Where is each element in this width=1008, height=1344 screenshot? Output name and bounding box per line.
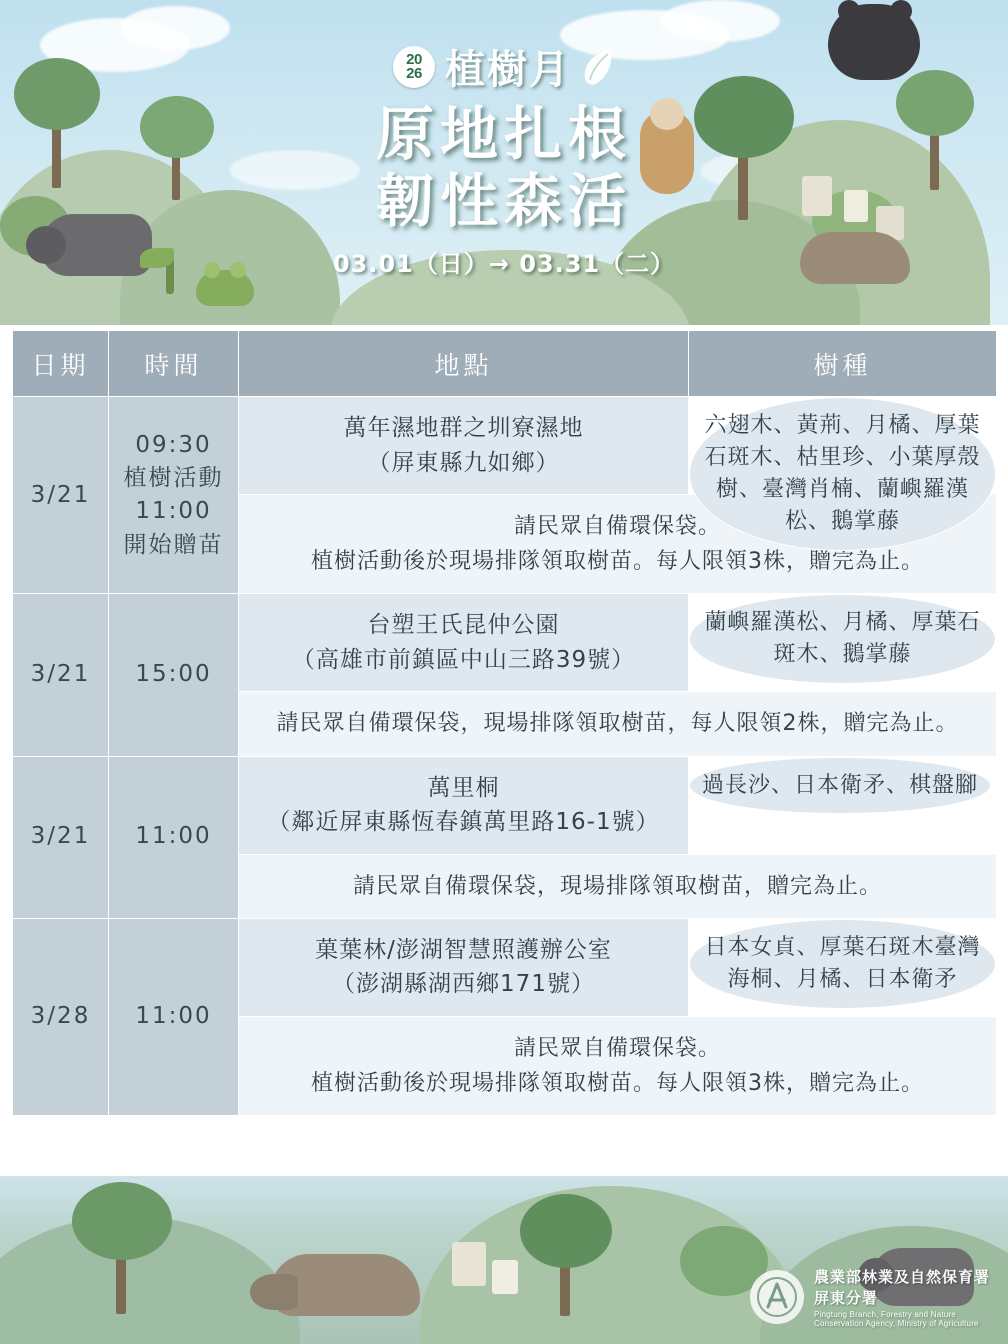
- footer-illustration: [0, 1176, 1008, 1344]
- column-header-place: 地點: [239, 331, 689, 397]
- cell-place: [239, 756, 689, 854]
- cell-place-line: 台塑王氏昆仲公園: [367, 612, 560, 639]
- cell-date: 3/21: [13, 594, 109, 756]
- table-body: [13, 397, 997, 1116]
- village-building: [452, 1242, 486, 1286]
- cell-date: 3/21: [13, 397, 109, 594]
- table-row: [13, 918, 997, 1016]
- tree-canopy: [72, 1182, 172, 1260]
- cell-note: [239, 854, 997, 918]
- agency-seal-icon: [750, 1270, 804, 1324]
- cell-time-line: 植樹活動: [123, 464, 224, 491]
- cell-date: 3/28: [13, 918, 109, 1115]
- cell-note-line: 植樹活動後於現場排隊領取樹苗。每人限領3株，贈完為止。: [311, 1070, 924, 1096]
- table-row: [13, 594, 997, 692]
- main-title-line-1: 原地扎根: [375, 100, 632, 168]
- cell-place-line: （澎湖縣湖西鄉171號）: [332, 971, 595, 998]
- black-bear-illustration: [890, 0, 912, 22]
- table-header-row: [13, 331, 997, 397]
- cell-place-line: 萬年濕地群之圳寮濕地: [343, 415, 584, 441]
- cell-time-line: 11:00: [135, 498, 212, 525]
- main-title-line-2: 韌性森活: [375, 166, 632, 235]
- hero-title-block: [0, 38, 1008, 279]
- pangolin-illustration: [250, 1274, 298, 1310]
- cell-place-line: （鄰近屏東縣恆春鎮萬里路16-1號）: [267, 809, 660, 836]
- cell-place-line: 萬里桐: [427, 774, 500, 801]
- cell-time-line: 15:00: [135, 661, 212, 688]
- cell-tree: 蘭嶼羅漢松、月橘、厚葉石斑木、鵝掌藤: [689, 594, 996, 684]
- agency-name-line-1: 農業部林業及自然保育署: [813, 1269, 990, 1286]
- year-badge: [393, 46, 435, 88]
- cell-place: [239, 397, 689, 495]
- month-title-row: [0, 38, 1008, 95]
- cell-time-line: 開始贈苗: [123, 531, 224, 558]
- cell-place: [239, 918, 689, 1016]
- table-header: [13, 331, 997, 397]
- cell-note-line: 請民眾自備環保袋，現場排隊領取樹苗，每人限領2株，贈完為止。: [276, 711, 959, 737]
- cell-time: [109, 756, 239, 918]
- cell-time-line: 11:00: [135, 1003, 212, 1030]
- cell-time: [109, 918, 239, 1115]
- schedule-table: [12, 330, 997, 1116]
- black-bear-illustration: [838, 0, 860, 22]
- cell-place: [239, 594, 689, 692]
- column-header-date: 日期: [13, 331, 109, 397]
- leaf-icon: [581, 47, 615, 87]
- column-header-tree: 樹種: [689, 331, 997, 397]
- cell-tree: 六翅木、黃荊、月橘、厚葉石斑木、枯里珍、小葉厚殼樹、臺灣肖楠、蘭嶼羅漢松、鵝掌藤: [689, 397, 996, 551]
- year-badge-top: 20: [406, 50, 422, 68]
- cloud-shape: [660, 0, 780, 42]
- cell-date: 3/21: [13, 756, 109, 918]
- table-row: [13, 397, 997, 495]
- agency-name-block: [814, 1266, 990, 1328]
- cell-note: [239, 1016, 997, 1115]
- event-date-range: 03.01（日）→ 03.31（二）: [332, 250, 676, 279]
- cell-time: [109, 594, 239, 756]
- cell-tree: 日本女貞、厚葉石斑木臺灣海桐、月橘、日本衛矛: [689, 919, 996, 1009]
- cell-note-line: 請民眾自備環保袋。: [513, 1035, 721, 1061]
- cell-note-line: 植樹活動後於現場排隊領取樹苗。每人限領3株，贈完為止。: [311, 549, 924, 575]
- cell-time-line: 09:30: [135, 431, 212, 458]
- agency-name-en-line-2: Conservation Agency, Ministry of Agriculture: [813, 1319, 979, 1328]
- cell-time: [109, 397, 239, 594]
- tree-canopy: [520, 1194, 612, 1268]
- cell-place-line: （屏東縣九如鄉）: [367, 449, 560, 476]
- cell-place-line: （高雄市前鎮區中山三路39號）: [291, 646, 636, 673]
- month-title: 植樹月: [445, 47, 571, 93]
- column-header-time: 時間: [109, 331, 239, 397]
- cell-tree: 過長沙、日本衛矛、棋盤腳: [689, 757, 991, 815]
- cell-note-line: 請民眾自備環保袋，現場排隊領取樹苗，贈完為止。: [352, 873, 882, 899]
- cell-note: [239, 692, 997, 756]
- table-row: [13, 756, 997, 854]
- cell-note-line: 請民眾自備環保袋。: [513, 514, 721, 539]
- village-building: [492, 1260, 518, 1294]
- agency-name-en-line-1: Pingtung Branch, Forestry and Nature: [813, 1310, 956, 1319]
- agency-name-line-2: 屏東分署: [813, 1290, 878, 1307]
- year-badge-bottom: 26: [406, 64, 422, 82]
- cell-time-line: 11:00: [135, 823, 212, 850]
- schedule-table-wrapper: [12, 330, 996, 1116]
- hero-illustration: [0, 0, 1008, 325]
- agency-logo: [750, 1266, 990, 1328]
- cell-place-line: 菓葉林/澎湖智慧照護辦公室: [315, 936, 612, 963]
